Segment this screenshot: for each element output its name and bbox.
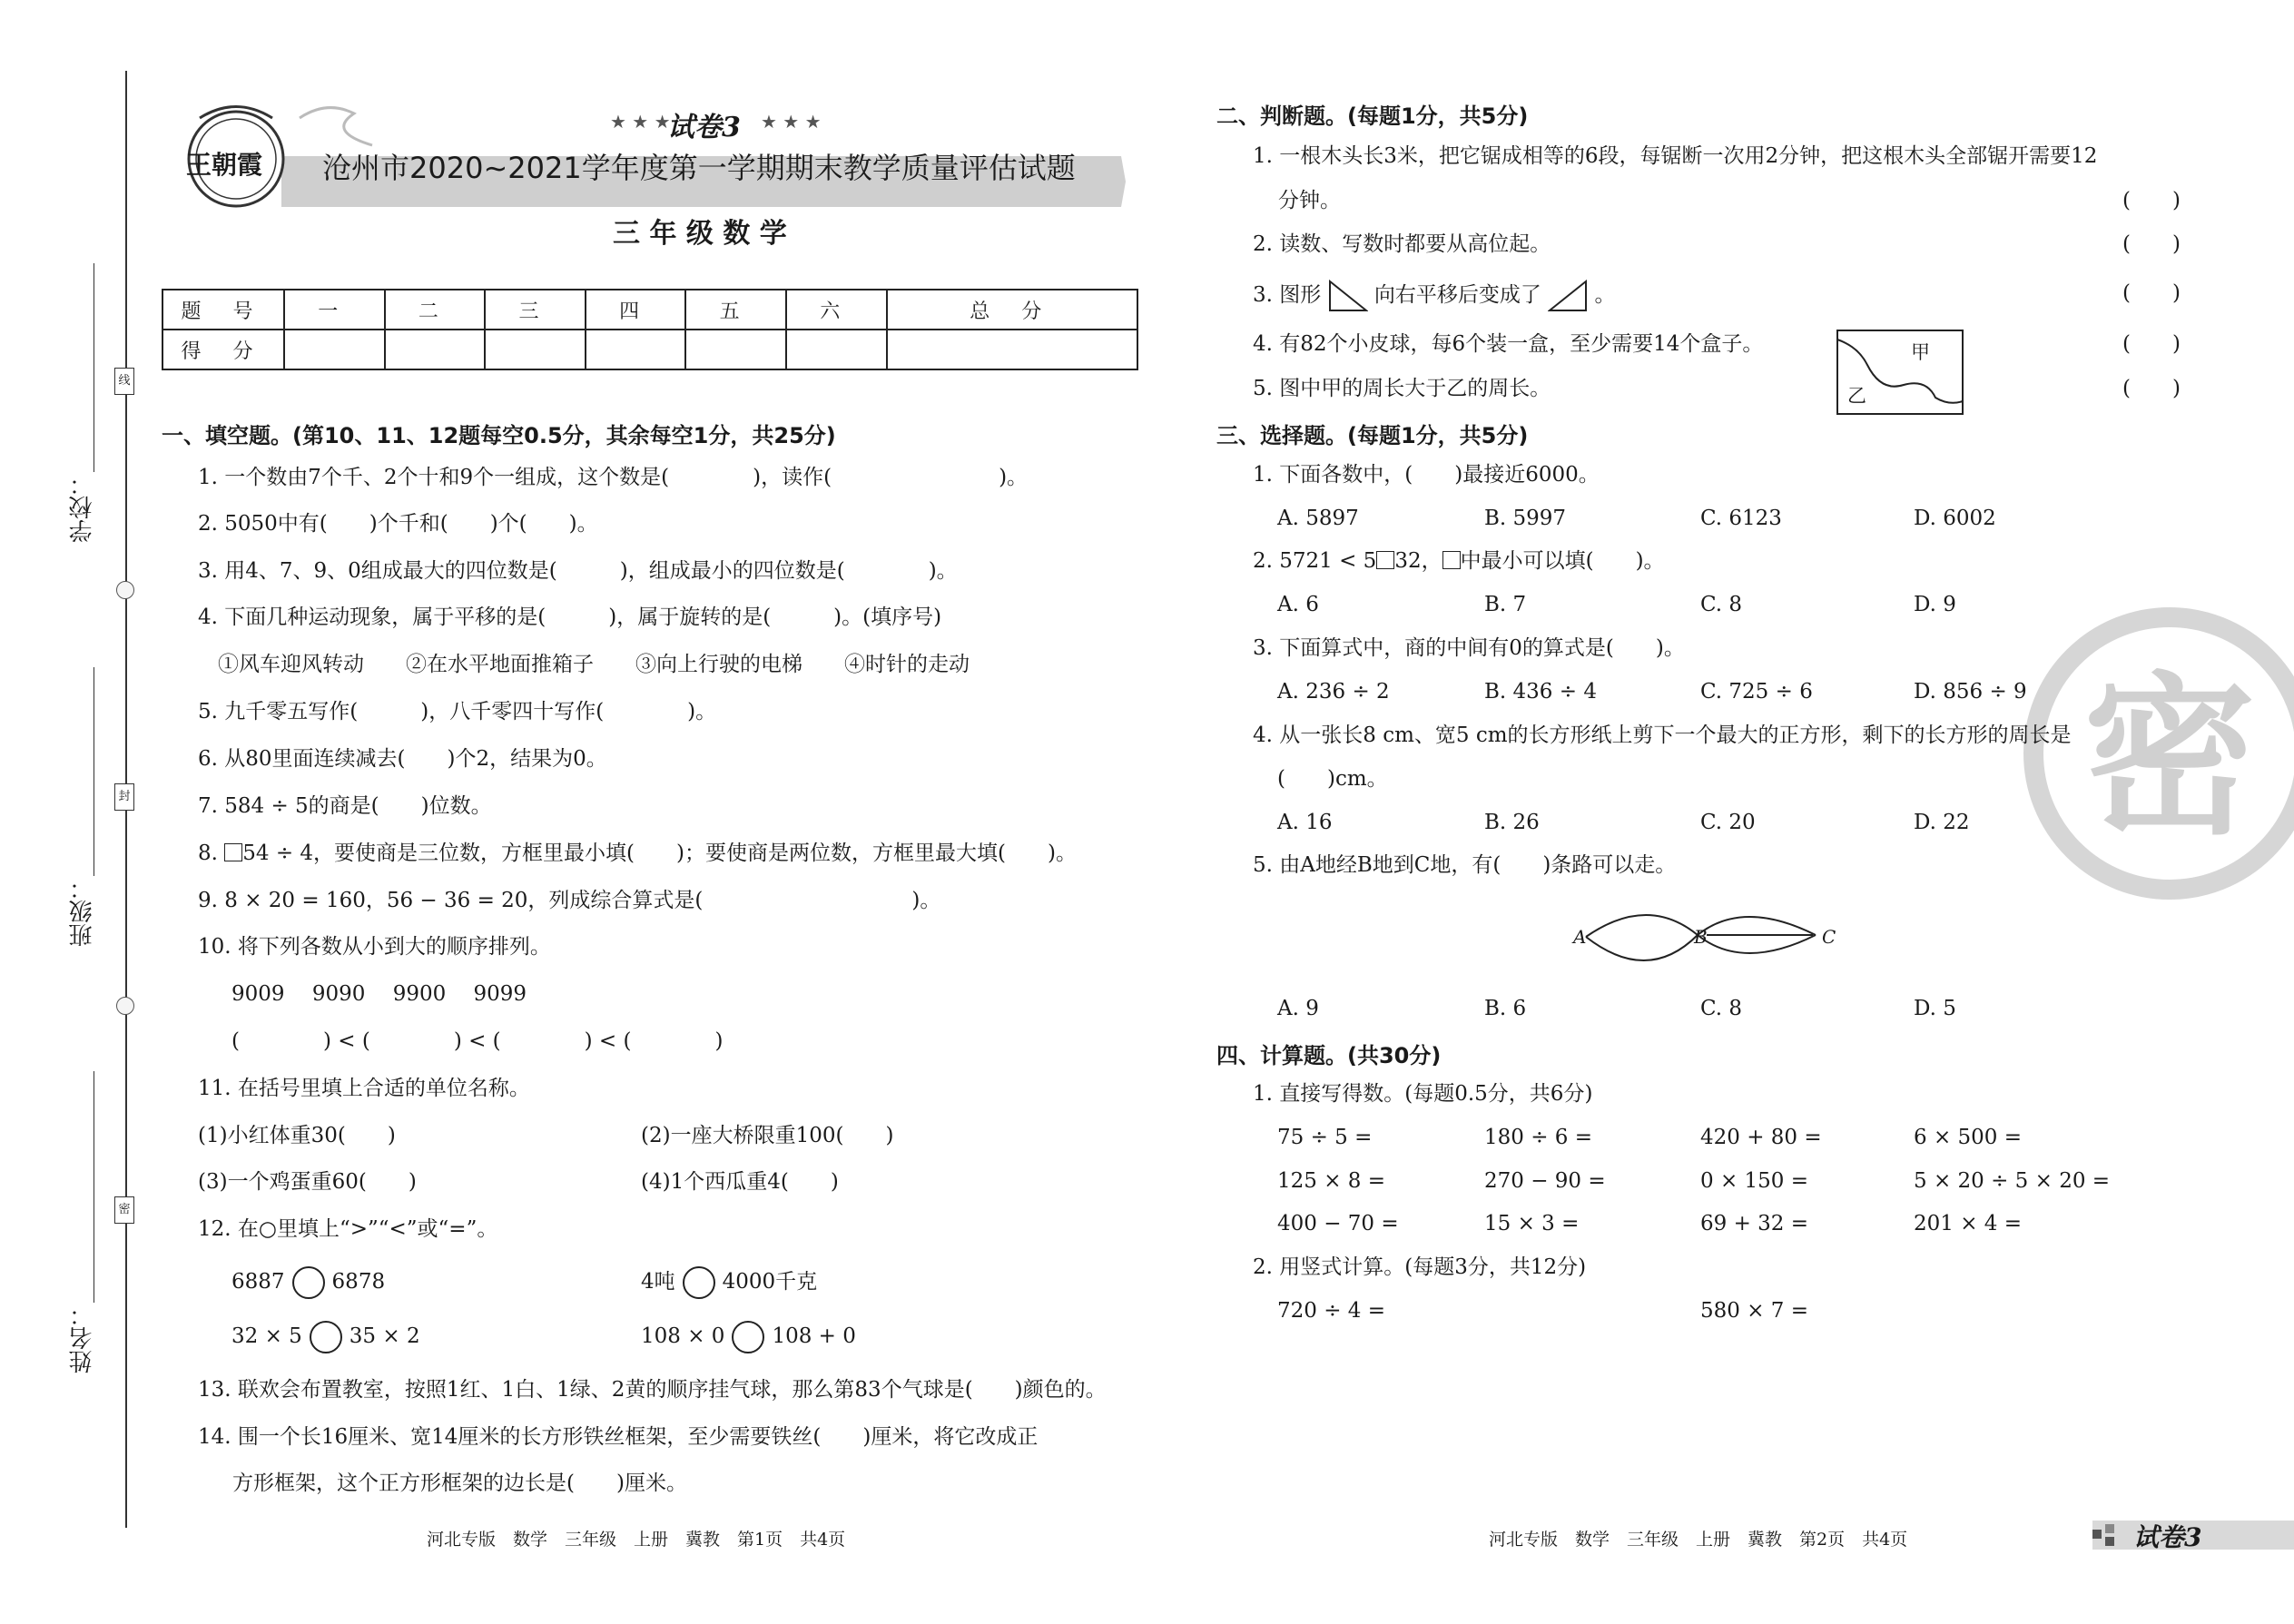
question: 12. 在○里填上“>”“<”或“=”。 — [198, 1217, 498, 1241]
option[interactable]: D. 6002 — [1914, 507, 1996, 530]
blank-box-icon — [224, 843, 242, 861]
question-options: ①风车迎风转动 ②在水平地面推箱子 ③向上行驶的电梯 ④时针的走动 — [218, 653, 970, 676]
table-cell: 四 — [586, 290, 686, 330]
judge-answer[interactable]: ( ) — [2122, 189, 2181, 212]
option[interactable]: C. 8 — [1700, 593, 1743, 616]
section-heading: 一、填空题。(第10、11、12题每空0.5分，其余每空1分，共25分) — [162, 423, 836, 448]
label-jia: 甲 — [1911, 341, 1930, 363]
vertical-calc[interactable]: 580 × 7 = — [1700, 1299, 1809, 1323]
option[interactable]: A. 16 — [1277, 811, 1333, 834]
seal-box-line: 线 — [114, 368, 134, 395]
table-cell: 五 — [685, 290, 786, 330]
question[interactable]: 14. 围一个长16厘米、宽14厘米的长方形铁丝框架，至少需要铁丝( )厘米，将它改成正 — [198, 1425, 1039, 1449]
point-label: B — [1694, 926, 1708, 948]
question: 4. 从一张长8 cm、宽5 cm的长方形纸上剪下一个最大的正方形，剩下的长方形的周长是 — [1253, 723, 2072, 747]
score-input[interactable] — [385, 330, 486, 369]
question-text: 2. 5721 < 5 — [1253, 549, 1377, 573]
compare-left: 108 × 0 — [641, 1324, 725, 1348]
judge-answer[interactable]: ( ) — [2122, 281, 2181, 305]
calc-item[interactable]: 69 + 32 = — [1700, 1212, 1809, 1235]
option[interactable]: B. 436 ÷ 4 — [1484, 680, 1597, 704]
question[interactable]: 2. 5050中有( )个千和( )个( )。 — [198, 512, 598, 536]
calc-item[interactable]: 270 − 90 = — [1484, 1169, 1606, 1193]
question[interactable]: 9. 8 × 20 = 160，56 − 36 = 20，列成综合算式是( )。 — [198, 889, 941, 912]
question-text: 向右平移后变成了 — [1373, 283, 1541, 307]
question[interactable]: 6. 从80里面连续减去( )个2，结果为0。 — [198, 747, 607, 771]
question[interactable]: 4. 下面几种运动现象，属于平移的是( )，属于旋转的是( )。(填序号) — [198, 605, 942, 629]
table-cell: 总 分 — [887, 290, 1137, 330]
unit-item[interactable]: (1)小红体重30( ) — [198, 1124, 396, 1147]
question-text: 3. 图形 — [1253, 283, 1322, 307]
table-cell: 二 — [385, 290, 486, 330]
table-cell: 得 分 — [162, 330, 284, 369]
question-text: 54 ÷ 4，要使商是三位数，方框里最小填( )；要使商是两位数，方框里最大填( )。 — [242, 842, 1077, 865]
question[interactable]: 1. 一个数由7个千、2个十和9个一组成，这个数是( )，读作( )。 — [198, 466, 1029, 489]
compare-circle-icon[interactable] — [310, 1321, 342, 1353]
stars-right-icon: ★ ★ ★ — [761, 111, 822, 133]
binding-hole — [116, 997, 134, 1015]
number-list: 9009 9090 9900 9099 — [231, 982, 527, 1006]
paper-badge: 试卷3 — [667, 112, 741, 143]
calc-item[interactable]: 0 × 150 = — [1700, 1169, 1809, 1193]
option[interactable]: A. 5897 — [1277, 507, 1359, 530]
judge-answer[interactable]: ( ) — [2122, 232, 2181, 256]
calc-item[interactable]: 201 × 4 = — [1914, 1212, 2023, 1235]
question[interactable] — [198, 840, 1077, 867]
sub-question: 1. 直接写得数。(每题0.5分，共6分) — [1253, 1082, 1593, 1106]
unit-item[interactable]: (4)1个西瓜重4( ) — [641, 1170, 839, 1194]
section-heading: 四、计算题。(共30分) — [1216, 1043, 1442, 1068]
vertical-calc[interactable]: 720 ÷ 4 = — [1277, 1299, 1386, 1323]
compare-item[interactable] — [641, 1321, 856, 1353]
school-label: 学校： — [69, 472, 96, 543]
score-input[interactable] — [284, 330, 385, 369]
question: 1. 下面各数中，( )最接近6000。 — [1253, 463, 1600, 487]
calc-item[interactable]: 180 ÷ 6 = — [1484, 1126, 1593, 1149]
compare-right: 6878 — [331, 1270, 386, 1294]
calc-item[interactable]: 75 ÷ 5 = — [1277, 1126, 1373, 1149]
option[interactable]: B. 7 — [1484, 593, 1527, 616]
option[interactable]: D. 5 — [1914, 997, 1956, 1020]
triangle-shape-icon — [1328, 280, 1368, 312]
question-number: 8. — [198, 842, 225, 865]
score-table — [162, 289, 1138, 370]
sub-question: 2. 用竖式计算。(每题3分，共12分) — [1253, 1255, 1587, 1279]
point-label: A — [1573, 926, 1587, 948]
compare-right: 35 × 2 — [349, 1324, 420, 1348]
question: 3. 下面算式中，商的中间有0的算式是( )。 — [1253, 636, 1685, 660]
question-text: 32， — [1394, 549, 1442, 573]
question[interactable]: 7. 584 ÷ 5的商是( )位数。 — [198, 794, 492, 818]
name-label: 姓名： — [69, 1303, 96, 1373]
question: 2. 读数、写数时都要从高位起。 — [1253, 232, 1551, 256]
binding-hole — [116, 581, 134, 599]
question-text: 中最小可以填( )。 — [1460, 549, 1665, 573]
stars-left-icon: ★ ★ ★ — [610, 111, 671, 133]
question[interactable]: 13. 联欢会布置教室，按照1红、1白、1绿、2黄的顺序挂气球，那么第83个气球是( )颜色的。 — [198, 1378, 1107, 1402]
option[interactable]: C. 725 ÷ 6 — [1700, 680, 1813, 704]
question: 11. 在括号里填上合适的单位名称。 — [198, 1077, 530, 1100]
compare-left: 4吨 — [641, 1270, 675, 1294]
brand-logo: 王朝霞 — [186, 150, 263, 180]
question: 4. 有82个小皮球，每6个装一盒，至少需要14个盒子。 — [1253, 332, 1764, 356]
compare-right: 4000千克 — [722, 1270, 818, 1294]
compare-circle-icon[interactable] — [732, 1321, 764, 1353]
score-input[interactable] — [586, 330, 686, 369]
option[interactable]: B. 26 — [1484, 811, 1540, 834]
option[interactable]: C. 6123 — [1700, 507, 1782, 530]
question-text: 。 — [1594, 283, 1616, 307]
score-input[interactable] — [887, 330, 1137, 369]
page-footer: 河北专版 数学 三年级 上册 冀教 第2页 共4页 — [1489, 1530, 1908, 1550]
compare-item[interactable] — [641, 1266, 817, 1299]
section-heading: 二、判断题。(每题1分，共5分) — [1216, 103, 1529, 129]
label-yi: 乙 — [1847, 385, 1866, 407]
seal-box-secret: 密 — [114, 1196, 134, 1224]
order-blanks[interactable]: ( ) < ( ) < ( ) < ( ) — [231, 1029, 724, 1053]
point-label: C — [1822, 926, 1836, 948]
option[interactable]: C. 20 — [1700, 811, 1756, 834]
calc-item[interactable]: 5 × 20 ÷ 5 × 20 = — [1914, 1169, 2111, 1193]
calc-item[interactable]: 15 × 3 = — [1484, 1212, 1580, 1235]
calc-item[interactable]: 400 − 70 = — [1277, 1212, 1399, 1235]
svg-text:密: 密 — [2082, 657, 2257, 858]
option[interactable]: D. 22 — [1914, 811, 1970, 834]
question[interactable]: 3. 用4、7、9、0组成最大的四位数是( )，组成最小的四位数是( )。 — [198, 559, 958, 583]
question — [1253, 547, 1665, 575]
option[interactable]: C. 8 — [1700, 997, 1743, 1020]
table-cell: 六 — [786, 290, 887, 330]
option[interactable]: D. 9 — [1914, 593, 1956, 616]
unit-item[interactable]: (2)一座大桥限重100( ) — [641, 1124, 894, 1147]
calc-item[interactable]: 6 × 500 = — [1914, 1126, 2023, 1149]
score-input[interactable] — [685, 330, 786, 369]
option[interactable]: A. 6 — [1277, 593, 1319, 616]
question: 1. 一根木头长3米，把它锯成相等的6段，每锯断一次用2分钟，把这根木头全部锯开需要12 — [1253, 144, 2098, 168]
calc-item[interactable]: 125 × 8 = — [1277, 1169, 1386, 1193]
table-cell: 三 — [485, 290, 586, 330]
option[interactable]: D. 856 ÷ 9 — [1914, 680, 2027, 704]
judge-answer[interactable]: ( ) — [2122, 377, 2181, 400]
section-heading: 三、选择题。(每题1分，共5分) — [1216, 423, 1529, 448]
seal-box-seal: 封 — [114, 783, 134, 811]
score-input[interactable] — [786, 330, 887, 369]
compare-item[interactable] — [231, 1266, 385, 1299]
unit-item[interactable]: (3)一个鸡蛋重60( ) — [198, 1170, 417, 1194]
question-continued: ( )cm。 — [1277, 767, 1388, 791]
triangle-shape-icon — [1548, 280, 1588, 312]
class-label: 班级： — [69, 876, 96, 947]
calc-item[interactable]: 420 + 80 = — [1700, 1126, 1822, 1149]
question[interactable]: 5. 九千零五写作( )，八千零四十写作( )。 — [198, 700, 717, 723]
blank-box-icon — [1376, 551, 1394, 569]
judge-answer[interactable]: ( ) — [2122, 332, 2181, 356]
option[interactable]: B. 6 — [1484, 997, 1527, 1020]
table-cell: 一 — [284, 290, 385, 330]
page-subtitle: 三 年 级 数 学 — [613, 218, 787, 250]
question-continued: 分钟。 — [1278, 189, 1341, 212]
paper-tag: 试卷3 — [2133, 1522, 2202, 1552]
page-footer: 河北专版 数学 三年级 上册 冀教 第1页 共4页 — [427, 1530, 846, 1550]
score-input[interactable] — [485, 330, 586, 369]
question — [1253, 280, 1616, 312]
table-cell: 题 号 — [162, 290, 284, 330]
question-continued[interactable]: 方形框架，这个正方形框架的边长是( )厘米。 — [232, 1471, 687, 1495]
question: 5. 图中甲的周长大于乙的周长。 — [1253, 377, 1551, 400]
compare-left: 32 × 5 — [231, 1324, 302, 1348]
secret-seal-icon — [2020, 604, 2294, 903]
compare-item[interactable] — [231, 1321, 420, 1353]
option[interactable]: B. 5997 — [1484, 507, 1567, 530]
page-title: 沧州市2020~2021学年度第一学期期末教学质量评估试题 — [322, 151, 1076, 185]
compare-circle-icon[interactable] — [683, 1266, 715, 1299]
question: 10. 将下列各数从小到大的顺序排列。 — [198, 935, 551, 959]
option[interactable]: A. 236 ÷ 2 — [1277, 680, 1390, 704]
compare-right: 108 + 0 — [772, 1324, 856, 1348]
question: 5. 由A地经B地到C地，有( )条路可以走。 — [1253, 853, 1677, 877]
compare-circle-icon[interactable] — [292, 1266, 325, 1299]
option[interactable]: A. 9 — [1277, 997, 1319, 1020]
blank-box-icon — [1442, 551, 1461, 569]
compare-left: 6887 — [231, 1270, 285, 1294]
